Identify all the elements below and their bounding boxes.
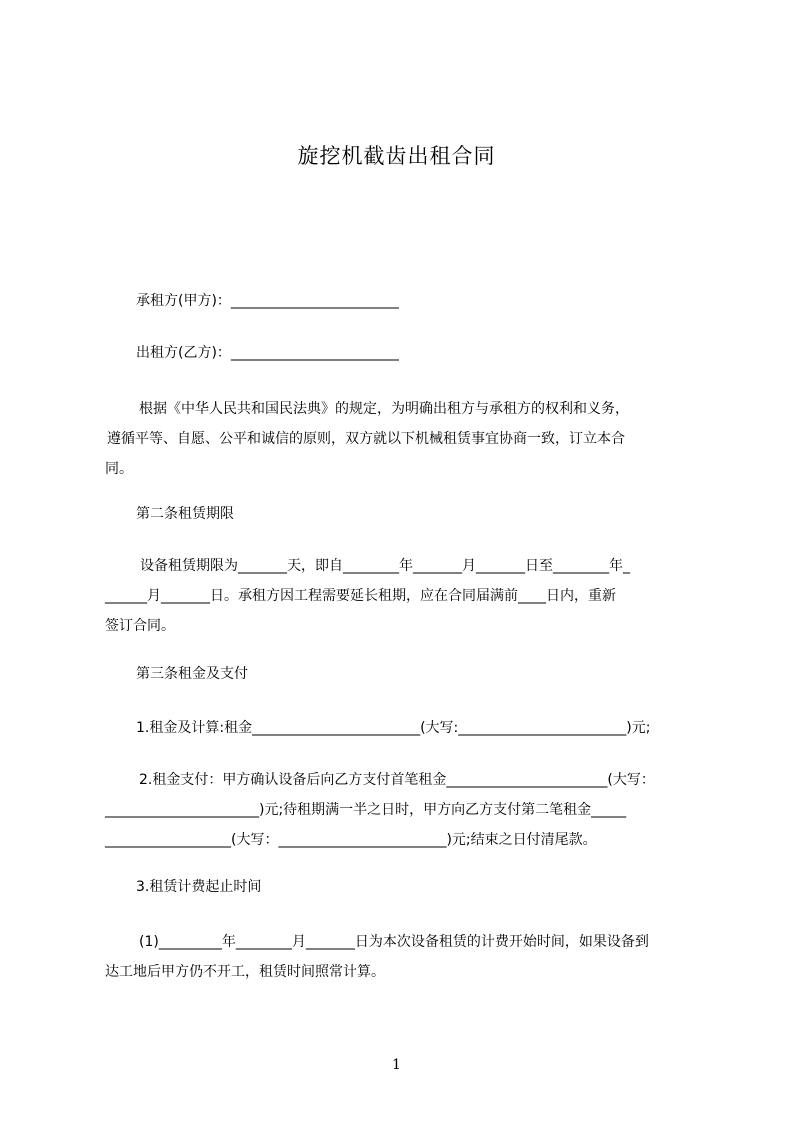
page-number: 1 (392, 1057, 401, 1073)
preamble-line: 根据《中华人民共和国民法典》的规定，为明确出租方与承租方的权利和义务， (139, 401, 629, 417)
preamble-line: 同。 (105, 461, 133, 477)
article-2-line: 签订合同。 (105, 618, 175, 634)
article-3-item-3-line: 达工地后甲方仍不开工，租赁时间照常计算。 (105, 964, 385, 980)
article-3-item-2 (105, 765, 705, 855)
lessee-line: 承租方(甲方)：________________________ (136, 293, 399, 309)
article-3-item-3-heading: 3.租赁计费起止时间 (136, 879, 262, 895)
article-2-line: 设备租赁期限为_______天，即自________年_______月_______日至________年_ (140, 558, 630, 574)
preamble-line: 遵循平等、自愿、公平和诚信的原则，双方就以下机械租赁事宜协商一致，订立本合 (107, 431, 625, 447)
article-2-heading: 第二条租赁期限 (136, 506, 234, 522)
article-3-item-2-line: __________________(大写：________________________)元;结束之日付清尾款。 (105, 832, 597, 848)
lessor-line: 出租方(乙方)：________________________ (136, 345, 399, 361)
article-3-item-2-line: ______________________)元;待租期满一半之日时，甲方向乙方支付第二笔租金_____ (105, 802, 627, 818)
article-3-item-3-line: (1)_________年________月_______日为本次设备租赁的计费开始时间，如果设备到 (139, 934, 649, 950)
article-3-item-1: 1.租金及计算:租金________________________(大写:________________________)元; (136, 720, 651, 736)
preamble-paragraph (105, 394, 705, 484)
article-3-heading: 第三条租金及支付 (136, 666, 248, 682)
article-3-item-3 (105, 927, 705, 987)
article-2-paragraph (105, 551, 705, 641)
article-3-item-2-line: 2.租金支付：甲方确认设备后向乙方支付首笔租金_______________________(大写： (139, 772, 655, 788)
article-2-line: ______月_______日。承租方因工程需要延长租期，应在合同届满前____日内，重新 (105, 588, 616, 604)
contract-title: 旋挖机截齿出租合同 (297, 144, 496, 168)
